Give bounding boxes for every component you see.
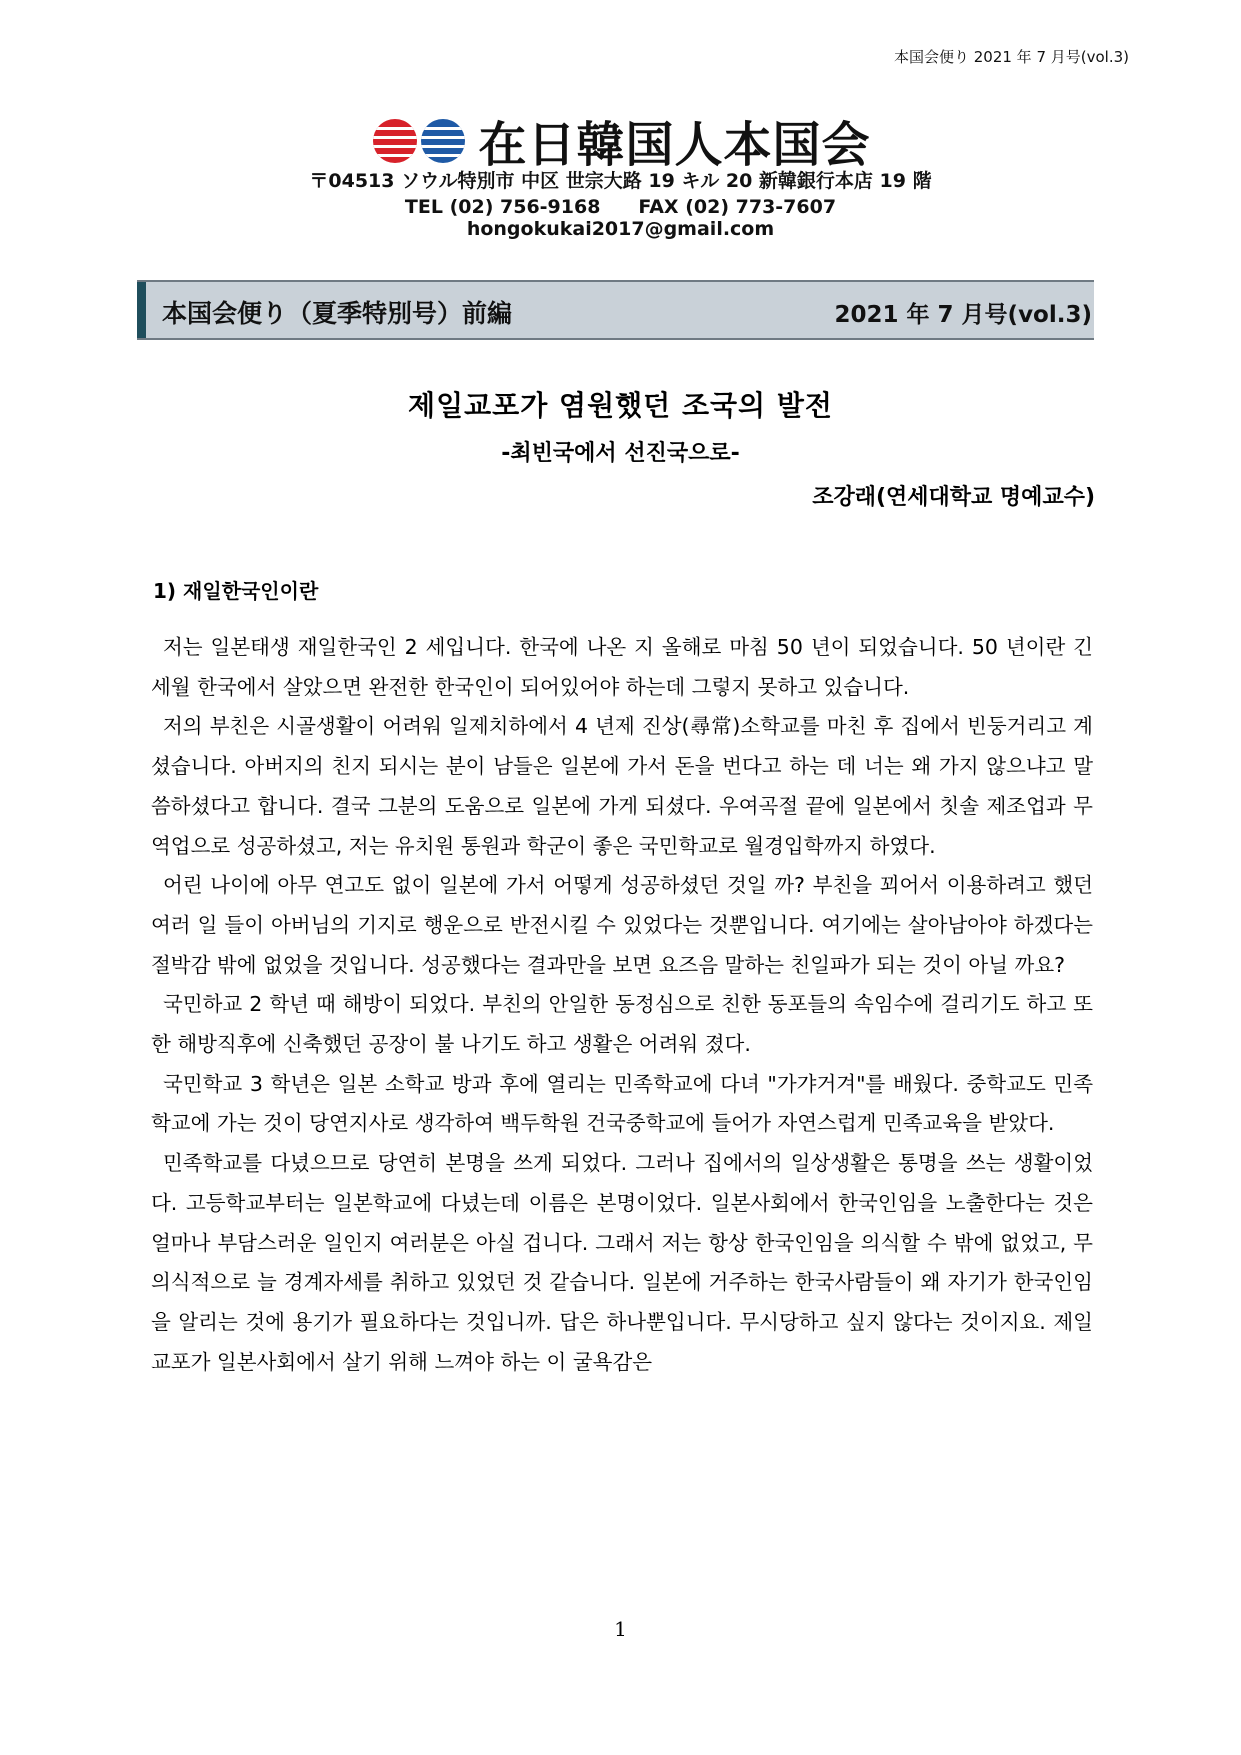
paragraph: 민족학교를 다녔으므로 당연히 본명을 쓰게 되었다. 그러나 집에서의 일상생활은 통명을 쓰는 생활이었다. 고등학교부터는 일본학교에 다녔는데 이름은 본명이었다. 일본사회에서 한국인임을 노출한다는 것은 얼마나 부담스러운 일인지 여러분은 아실 겁니다. 그래서 저는 항상 한국인임을 의식할 수 밖에 없었고, 무의식적으로 늘 경계자세를 취하고 있었던 것 같습니다. 일본에 거주하는 한국사람들이 왜 자기가 한국인임을 알리는 것에 용기가 필요하다는 것입니까. 답은 하나뿐입니다. 무시당하고 싶지 않다는 것이지요. 제일교포가 일본사회에서 살기 위해 느껴야 하는 이 굴욕감은 [151,1151,1093,1374]
organization-tel-fax: TEL (02) 756-9168 FAX (02) 773-7607 [404,196,837,218]
section-heading: 1) 재일한국인이란 [153,579,319,603]
article-subtitle: -최빈국에서 선진국으로- [501,441,740,466]
running-head: 本国会便り 2021 年 7 月号(vol.3) [893,48,1129,66]
paragraph: 국민하교 2 학년 때 해방이 되었다. 부친의 안일한 동정심으로 친한 동포들의 속임수에 걸리기도 하고 또한 해방직후에 신축했던 공장이 불 나기도 하고 생활은 어려워 졌다. [151,992,1093,1057]
organization-logo-icon [370,117,470,165]
page-number: 1 [614,1617,627,1641]
organization-address: 〒04513 ソウル特別市 中区 世宗大路 19 キル 20 新韓銀行本店 19 階 [309,170,932,192]
article-title: 제일교포가 염원했던 조국의 발전 [408,389,833,422]
organization-header [0,106,1241,175]
paragraph: 국민학교 3 학년은 일본 소학교 방과 후에 열리는 민족학교에 다녀 "가갸거겨"를 배웠다. 중학교도 민족학교에 가는 것이 당연지사로 생각하여 백두학원 건국중학교에 들어가 자연스럽게 민족교육을 받았다. [151,1071,1093,1136]
newsletter-banner [137,280,1094,340]
banner-accent-bar [137,282,146,338]
article-author: 조강래(연세대학교 명예교수) [812,485,1095,510]
organization-name: 在日韓国人本国会 [478,117,871,173]
banner-title: 本国会便り（夏季特別号）前編 [162,299,513,328]
article-body [151,628,1093,1382]
organization-email[interactable]: hongokukai2017@gmail.com [466,218,775,240]
paragraph: 어린 나이에 아무 연고도 없이 일본에 가서 어떻게 성공하셨던 것일 까? 부친을 꾀어서 이용하려고 했던 여러 일 들이 아버님의 기지로 행운으로 반전시킬 수 있었다는 것뿐입니다. 여기에는 살아남아야 하겠다는 절박감 밖에 없었을 것입니다. 성공했다는 결과만을 보면 요즈음 말하는 친일파가 되는 것이 아닐 까요? [151,873,1093,977]
paragraph: 저는 일본태생 재일한국인 2 세입니다. 한국에 나온 지 올해로 마침 50 년이 되었습니다. 50 년이란 긴 세월 한국에서 살았으면 완전한 한국인이 되어있어야 하는데 그렇지 못하고 있습니다. [151,635,1093,699]
banner-issue: 2021 年 7 月号(vol.3) [834,302,1092,328]
paragraph: 저의 부친은 시골생활이 어려워 일제치하에서 4 년제 진상(尋常)소학교를 마친 후 집에서 빈둥거리고 계셨습니다. 아버지의 친지 되시는 분이 남들은 일본에 가서 돈을 번다고 하는 데 너는 왜 가지 않으냐고 말씀하셨다고 합니다. 결국 그분의 도움으로 일본에 가게 되셨다. 우여곡절 끝에 일본에서 칫솔 제조업과 무역업으로 성공하셨고, 저는 유치원 통원과 학군이 좋은 국민학교로 월경입학까지 하였다. [151,714,1093,858]
